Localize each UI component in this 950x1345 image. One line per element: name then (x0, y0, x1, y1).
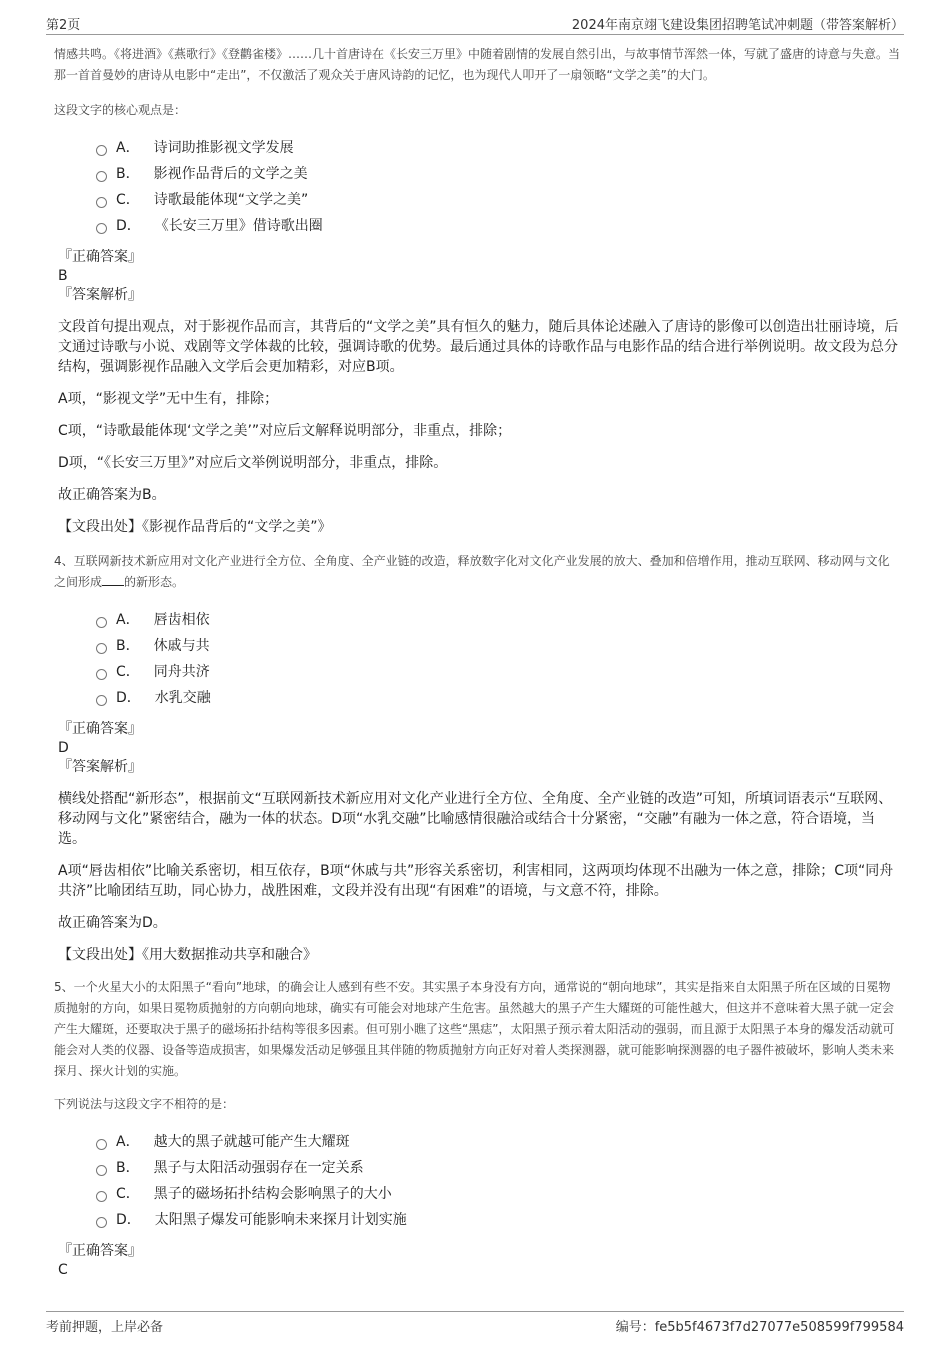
q3-passage: 情感共鸣。《将进酒》《燕歌行》《登鹳雀楼》……几十首唐诗在《长安三万里》中随着剧情的发展自然引出，与故事情节浑然一体，写就了盛唐的诗意与失意。当那一首首曼妙的唐诗从电影中“走出”，不仅激活了观众关于唐风诗韵的记忆，也为现代人叩开了一扇领略“文学之美”的大门。 (54, 47, 901, 82)
q4-option-a[interactable]: A． 唇齿相依 (96, 607, 900, 633)
q3-analysis-main: 文段首句提出观点，对于影视作品而言，其背后的“文学之美”具有恒久的魅力，随后具体论述融入了唐诗的影像可以创造出壮丽诗境，后文通过诗歌与小说、戏剧等文学体裁的比较，强调诗歌的优势。最后通过具体的诗歌作品与电影作品的结合进行举例说明。故文段为总分结构，强调影视作品融入文学后会更加精彩，对应B项。 (58, 319, 899, 375)
q4-answer-label: 『正确答案』 (58, 721, 142, 737)
footer-slogan: 考前押题，上岸必备 (46, 1320, 164, 1335)
q3-option-b[interactable]: B． 影视作品背后的文学之美 (96, 161, 900, 187)
q5-passage: 5、一个火星大小的太阳黑子“看向”地球，的确会让人感到有些不安。其实黑子本身没有方向，通常说的“朝向地球”，其实是指来自太阳黑子所在区域的日冕物质抛射的方向，如果日冕物质抛射的方向朝向地球，确实有可能会对地球产生危害。虽然越大的黑子产生大耀斑的可能性越大，但这并不意味着大黑子就一定会产生大耀斑，还要取决于黑子的磁场拓扑结构等很多因素。但可别小瞧了这些“黑痣”，太阳黑子预示着太阳活动的强弱，而且源于太阳黑子本身的爆发活动就可能会对人类的仪器、设备等造成损害，如果爆发活动足够强且其伴随的物质抛射方向正好对着人类探测器，就可能影响探测器的电子器件被破坏，影响人类未来探月、探火计划的实施。 (54, 980, 895, 1078)
q4-conclusion: 故正确答案为D。 (58, 915, 167, 931)
document-title: 2024年南京翊飞建设集团招聘笔试冲刺题（带答案解析） (571, 18, 904, 33)
radio-icon[interactable] (96, 1165, 107, 1176)
q5-option-d[interactable]: D． 太阳黑子爆发可能影响未来探月计划实施 (96, 1207, 900, 1233)
q3-answer: B (58, 268, 68, 284)
q5-options (96, 1129, 900, 1233)
q4-analysis-main: 横线处搭配“新形态”，根据前文“互联网新技术新应用对文化产业进行全方位、全角度、全产业链的改造”可知，所填词语表示“互联网、移动网与文化”紧密结合，融为一体的状态。D项“水乳交融”比喻感情很融洽或结合十分紧密，“交融”有融为一体之意，符合语境，当选。 (58, 791, 893, 847)
radio-icon[interactable] (96, 1217, 107, 1228)
q3-analysis-label: 『答案解析』 (58, 287, 142, 303)
radio-icon[interactable] (96, 617, 107, 628)
q3-answer-label: 『正确答案』 (58, 249, 142, 265)
radio-icon[interactable] (96, 145, 107, 156)
q3-conclusion: 故正确答案为B。 (58, 487, 166, 503)
page-footer (46, 1311, 904, 1334)
q5-answer-label: 『正确答案』 (58, 1243, 142, 1259)
fill-blank (102, 573, 124, 586)
q4-source: 【文段出处】《用大数据推动共享和融合》 (58, 947, 317, 963)
radio-icon[interactable] (96, 669, 107, 680)
q3-options (96, 135, 900, 239)
page-content (54, 44, 900, 1279)
q3-prompt: 这段文字的核心观点是： (54, 103, 187, 117)
radio-icon[interactable] (96, 171, 107, 182)
q3-source: 【文段出处】《影视作品背后的“文学之美”》 (58, 519, 332, 535)
q3-option-d[interactable]: D． 《长安三万里》借诗歌出圈 (96, 213, 900, 239)
q4-analysis-abc: A项“唇齿相依”比喻关系密切，相互依存，B项“休戚与共”形容关系密切，利害相同，这两项均体现不出融为一体之意，排除；C项“同舟共济”比喻团结互助，同心协力，战胜困难，文段并没有出现“有困难”的语境，与文意不符，排除。 (58, 863, 894, 899)
radio-icon[interactable] (96, 1139, 107, 1150)
radio-icon[interactable] (96, 197, 107, 208)
q4-options (96, 607, 900, 711)
q4-option-d[interactable]: D． 水乳交融 (96, 685, 900, 711)
q4-option-b[interactable]: B． 休戚与共 (96, 633, 900, 659)
radio-icon[interactable] (96, 1191, 107, 1202)
q5-prompt: 下列说法与这段文字不相符的是： (54, 1097, 235, 1111)
page-header (46, 12, 904, 35)
radio-icon[interactable] (96, 223, 107, 234)
q4-option-c[interactable]: C． 同舟共济 (96, 659, 900, 685)
q3-analysis-c: C项，“诗歌最能体现‘文学之美’”对应后文解释说明部分，非重点，排除； (58, 423, 512, 439)
q4-answer: D (58, 740, 69, 756)
page-number: 第2页 (46, 18, 81, 33)
q3-option-c[interactable]: C． 诗歌最能体现“文学之美” (96, 187, 900, 213)
q4-passage: 4、互联网新技术新应用对文化产业进行全方位、全角度、全产业链的改造，释放数字化对文化产业发展的放大、叠加和倍增作用，推动互联网、移动网与文化之间形成 的新形态。 (54, 554, 890, 589)
q3-analysis-d: D项，“《长安三万里》”对应后文举例说明部分，非重点，排除。 (58, 455, 448, 471)
q5-option-b[interactable]: B． 黑子与太阳活动强弱存在一定关系 (96, 1155, 900, 1181)
q3-analysis-a: A项，“影视文学”无中生有，排除； (58, 391, 279, 407)
footer-serial: 编号：fe5b5f4673f7d27077e508599f799584 (615, 1320, 904, 1335)
q5-option-c[interactable]: C． 黑子的磁场拓扑结构会影响黑子的大小 (96, 1181, 900, 1207)
radio-icon[interactable] (96, 643, 107, 654)
radio-icon[interactable] (96, 695, 107, 706)
q5-answer: C (58, 1262, 68, 1278)
q5-option-a[interactable]: A． 越大的黑子就越可能产生大耀斑 (96, 1129, 900, 1155)
q3-option-a[interactable]: A． 诗词助推影视文学发展 (96, 135, 900, 161)
q4-analysis-label: 『答案解析』 (58, 759, 142, 775)
